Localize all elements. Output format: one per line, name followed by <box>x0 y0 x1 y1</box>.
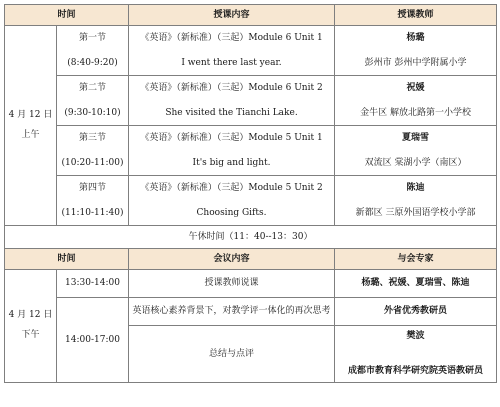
session-name: 第二节 <box>79 82 107 93</box>
session-time-cell <box>57 176 129 226</box>
afternoon-row-2 <box>5 298 497 326</box>
session-title: 《英语》（新标准）（三起）Module 6 Unit 2 <box>140 82 323 93</box>
session-teacher-cell <box>335 76 497 126</box>
afternoon-time-cell: 14:00-17:00 <box>57 298 129 383</box>
session-row-4 <box>5 176 497 226</box>
session-content-cell <box>129 126 335 176</box>
teacher-org: 双流区 棠湖小学（南区） <box>364 157 467 168</box>
afternoon-content-cell: 英语核心素养背景下，对教学评一体化的再次思考 <box>129 298 335 326</box>
session-title: 《英语》（新标准）（三起）Module 5 Unit 2 <box>140 182 323 193</box>
session-time-cell <box>57 76 129 126</box>
afternoon-experts-cell: 外省优秀教研员 <box>335 298 497 326</box>
afternoon-experts-cell: 杨璐、祝媛、夏瑞雪、陈迪 <box>335 270 497 298</box>
session-row-2 <box>5 76 497 126</box>
morning-header-time: 时间 <box>5 5 129 26</box>
session-time-cell <box>57 26 129 76</box>
afternoon-header-experts: 与会专家 <box>335 249 497 270</box>
session-name: 第三节 <box>79 132 107 143</box>
session-content-cell <box>129 76 335 126</box>
teacher-name: 祝媛 <box>406 82 425 93</box>
afternoon-header-content: 会议内容 <box>129 249 335 270</box>
session-name: 第一节 <box>79 32 107 43</box>
session-content-cell <box>129 26 335 76</box>
session-content-cell <box>129 176 335 226</box>
expert-org: 成都市教育科学研究院英语教研员 <box>348 366 484 377</box>
afternoon-date: 4 月 12 日 <box>8 310 53 321</box>
session-time: (9:30-10:10) <box>64 107 121 118</box>
morning-header-teacher: 授课教师 <box>335 5 497 26</box>
afternoon-content-cell: 总结与点评 <box>129 326 335 383</box>
expert-name: 樊波 <box>406 331 425 341</box>
teacher-org: 金牛区 解放北路第一小学校 <box>360 107 471 118</box>
session-subtitle: She visited the Tianchi Lake. <box>165 107 298 118</box>
lunch-break-text: 午休时间（11：40--13：30） <box>5 226 497 249</box>
session-time: (10:20-11:00) <box>61 157 124 168</box>
session-time: (8:40-9:20) <box>67 57 118 68</box>
afternoon-header-row <box>5 249 497 270</box>
morning-date: 4 月 12 日 <box>8 109 53 120</box>
morning-period: 上午 <box>21 129 40 140</box>
morning-header-row <box>5 5 497 26</box>
afternoon-experts-cell <box>335 326 497 383</box>
teacher-org: 彭州市 彭州中学附属小学 <box>364 57 467 68</box>
lunch-break-row <box>5 226 497 249</box>
afternoon-day-cell <box>5 270 57 383</box>
teacher-org: 新都区 三原外国语学校小学部 <box>355 207 476 218</box>
teacher-name: 陈迪 <box>406 182 425 193</box>
session-teacher-cell <box>335 176 497 226</box>
session-subtitle: Choosing Gifts. <box>196 207 267 218</box>
schedule-table <box>4 4 497 383</box>
session-name: 第四节 <box>79 182 107 193</box>
session-teacher-cell <box>335 126 497 176</box>
session-teacher-cell <box>335 26 497 76</box>
session-row-1 <box>5 26 497 76</box>
session-title: 《英语》（新标准）（三起）Module 5 Unit 1 <box>140 132 323 143</box>
session-subtitle: I went there last year. <box>181 57 282 68</box>
session-title: 《英语》（新标准）（三起）Module 6 Unit 1 <box>140 32 323 43</box>
afternoon-content-cell: 授课教师说课 <box>129 270 335 298</box>
teacher-name: 夏瑞雪 <box>402 132 430 143</box>
afternoon-row-1 <box>5 270 497 298</box>
afternoon-time-cell: 13:30-14:00 <box>57 270 129 298</box>
session-subtitle: It's big and light. <box>192 157 271 168</box>
session-row-3 <box>5 126 497 176</box>
teacher-name: 杨璐 <box>406 32 425 43</box>
session-time-cell <box>57 126 129 176</box>
afternoon-header-time: 时间 <box>5 249 129 270</box>
morning-day-cell <box>5 26 57 226</box>
morning-header-content: 授课内容 <box>129 5 335 26</box>
session-time: (11:10-11:40) <box>61 207 124 218</box>
afternoon-period: 下午 <box>21 330 40 340</box>
